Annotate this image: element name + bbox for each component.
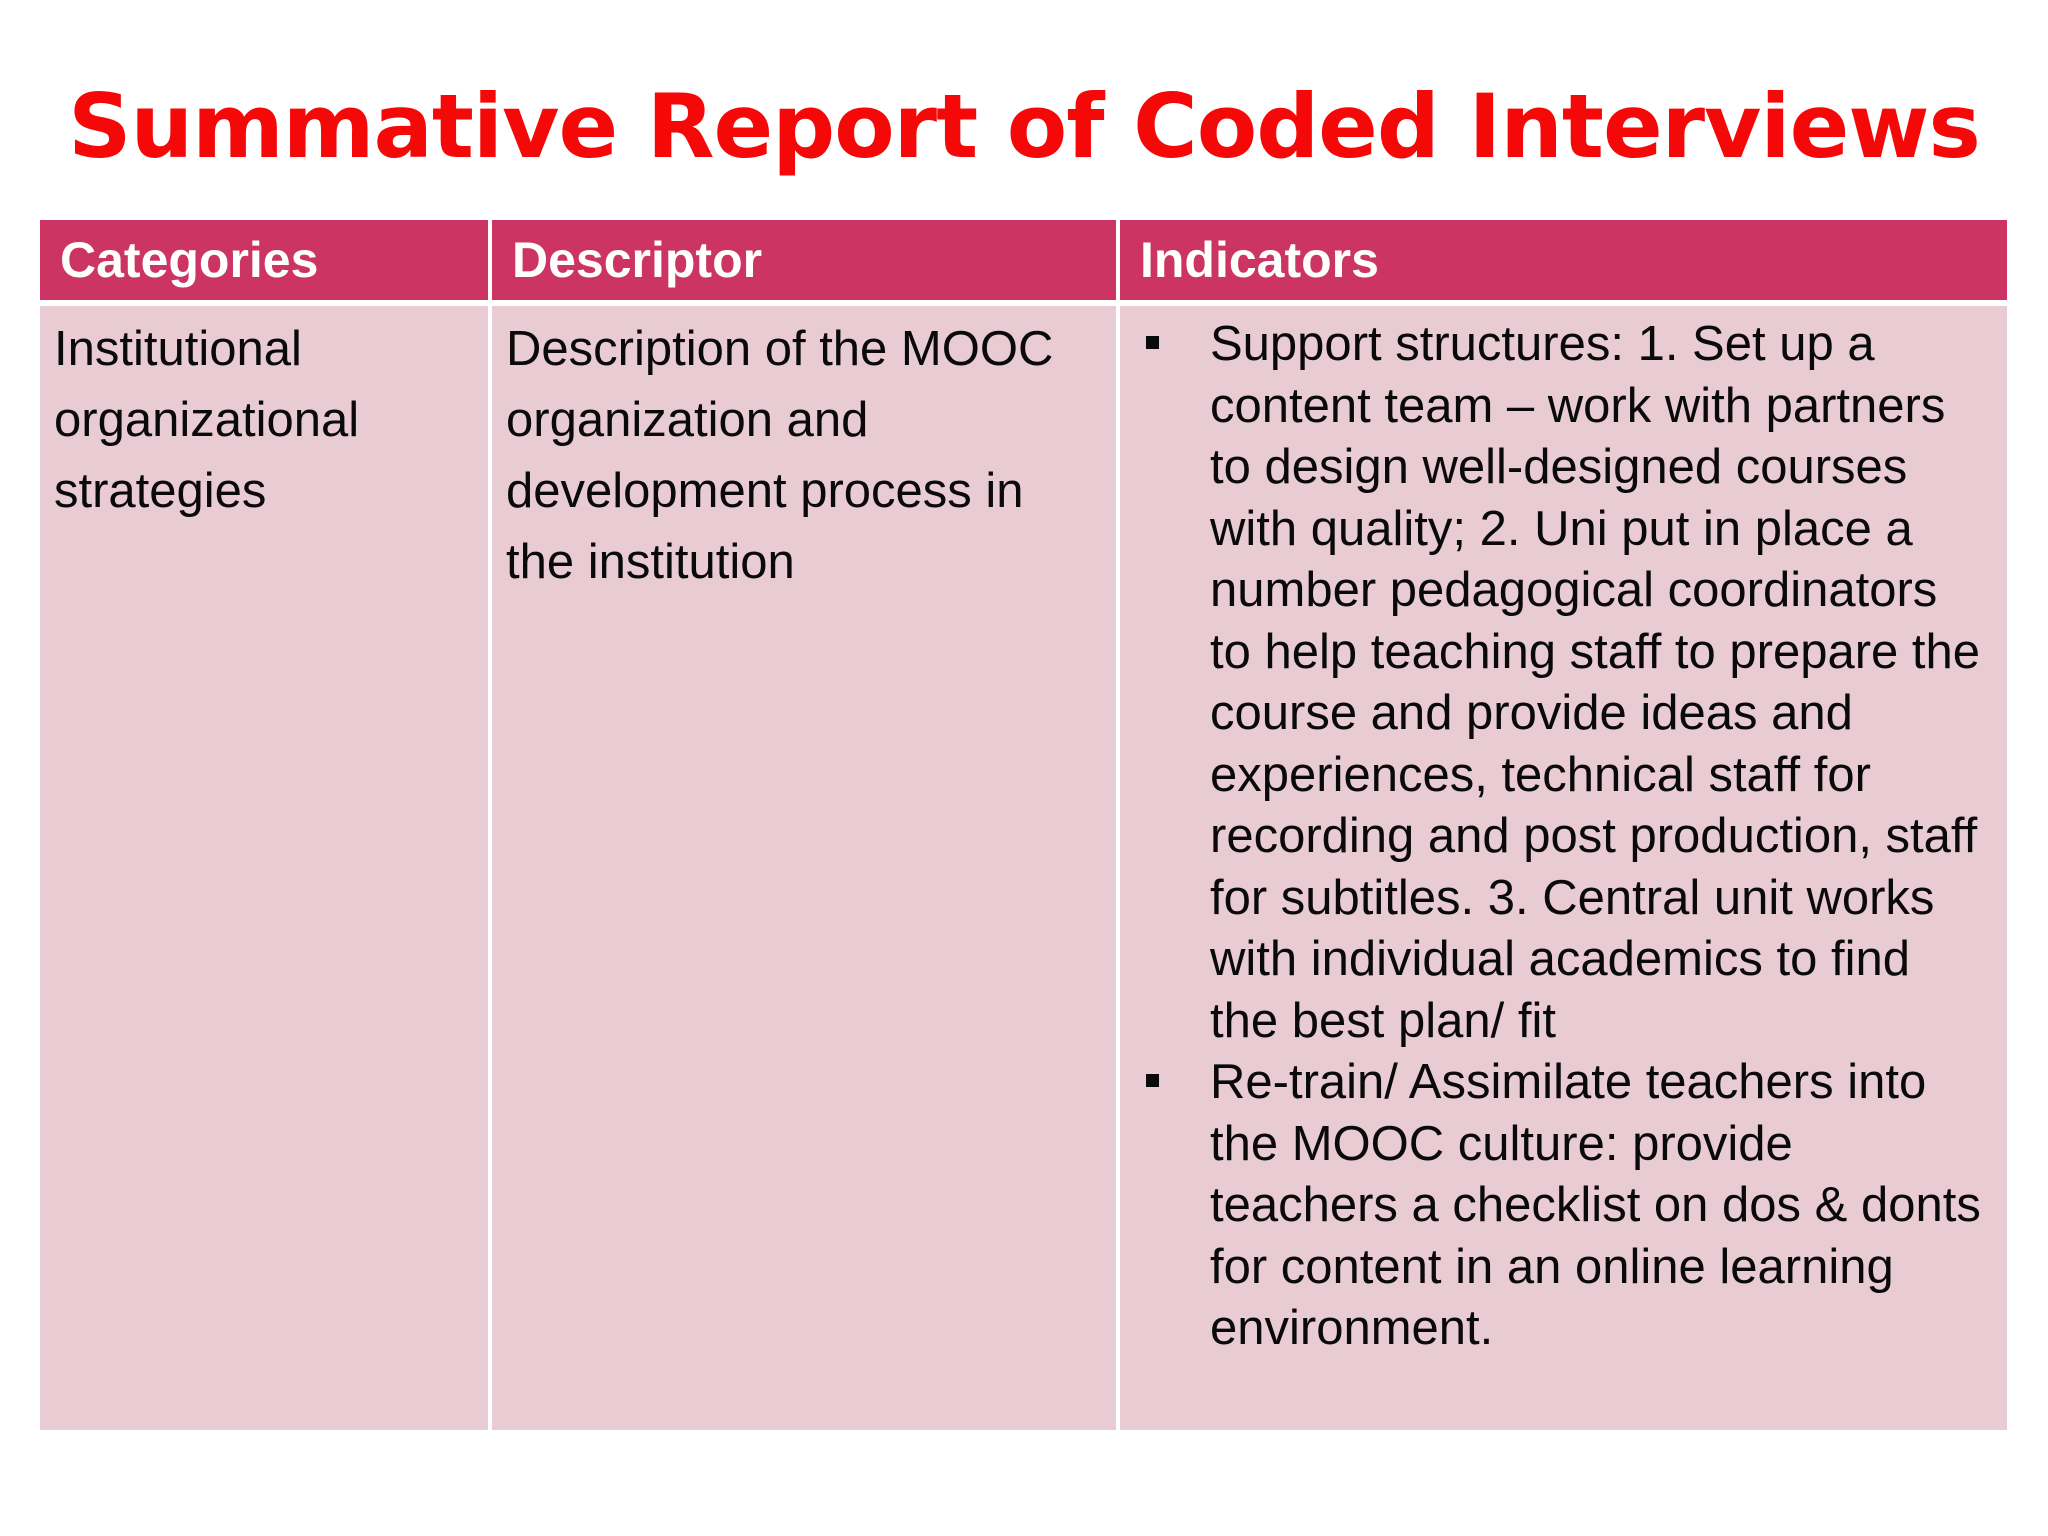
table-header-row xyxy=(40,220,2007,303)
indicator-item xyxy=(1132,1052,1987,1360)
header-categories: Categories xyxy=(40,220,490,303)
square-bullet-icon xyxy=(1146,1074,1159,1087)
indicator-text: Re-train/ Assimilate teachers into the MOOC culture: provide teachers a checklist on dos & donts for content in an online learning environment. xyxy=(1210,1055,1981,1355)
coded-interviews-table xyxy=(40,220,2007,1430)
descriptor-text: Description of the MOOC organization and development process in the institution xyxy=(506,322,1054,589)
square-bullet-icon xyxy=(1146,336,1159,349)
indicator-item xyxy=(1132,314,1987,1052)
category-cell xyxy=(40,303,490,1430)
category-text: Institutional organizational strategies xyxy=(54,322,360,518)
descriptor-cell xyxy=(490,303,1118,1430)
page-title: Summative Report of Coded Interviews xyxy=(68,75,1980,178)
header-descriptor: Descriptor xyxy=(490,220,1118,303)
table-row xyxy=(40,303,2007,1430)
indicator-list xyxy=(1120,306,2007,1360)
indicators-cell xyxy=(1118,303,2007,1430)
indicator-text: Support structures: 1. Set up a content team – work with partners to design well-designed courses with quality; 2. Uni put in place a number pedagogical coordinators to help teaching staff to prepare the course and provide ideas and experiences, technical staff for recording and post production, staff for subtitles. 3. Central unit works with individual academics to find the best plan/ fit xyxy=(1210,317,1981,1048)
header-indicators: Indicators xyxy=(1118,220,2007,303)
